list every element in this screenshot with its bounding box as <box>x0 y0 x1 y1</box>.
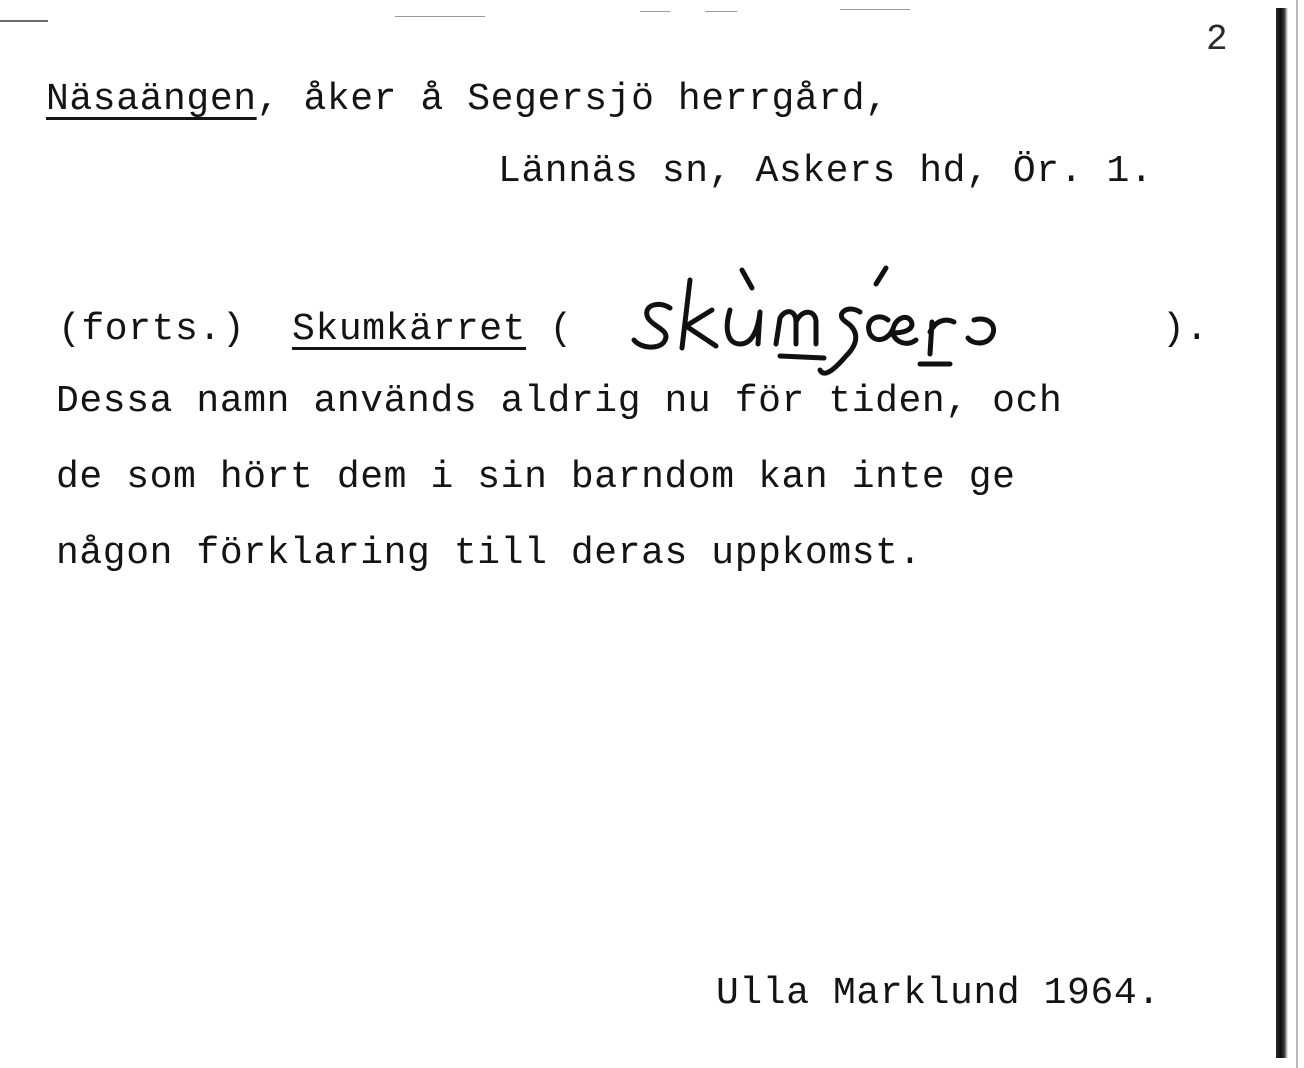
scan-speck <box>705 11 737 12</box>
body-line-2: de som hört dem i sin barndom kan inte ge <box>56 456 1016 499</box>
place-name: Näsaängen <box>46 78 257 121</box>
forts-line <box>58 308 573 352</box>
body-line-1: Dessa namn används aldrig nu för tiden, och <box>56 380 1063 423</box>
heading-line <box>46 78 889 122</box>
close-paren: ). <box>1162 308 1209 351</box>
location-line: Lännäs sn, Askers hd, Ör. 1. <box>498 150 1154 193</box>
card-page-number: 2 <box>1206 19 1228 60</box>
forts-prefix: (forts.) <box>58 308 246 351</box>
open-paren: ( <box>549 308 573 351</box>
scan-edge-right-line <box>1296 0 1298 1068</box>
signature-line: Ulla Marklund 1964. <box>716 972 1161 1015</box>
scan-speck <box>395 16 485 17</box>
field-name: Skumkärret <box>292 308 527 351</box>
scan-edge-mark <box>0 20 48 22</box>
handwritten-pronunciation <box>620 260 1080 385</box>
scan-edge-right <box>1276 8 1288 1058</box>
scan-speck <box>640 11 670 12</box>
body-line-3: någon förklaring till deras uppkomst. <box>56 532 922 575</box>
scan-speck <box>840 9 910 10</box>
handwritten-pronunciation-svg <box>620 260 1080 380</box>
place-description: , åker å Segersjö herrgård, <box>256 78 889 121</box>
